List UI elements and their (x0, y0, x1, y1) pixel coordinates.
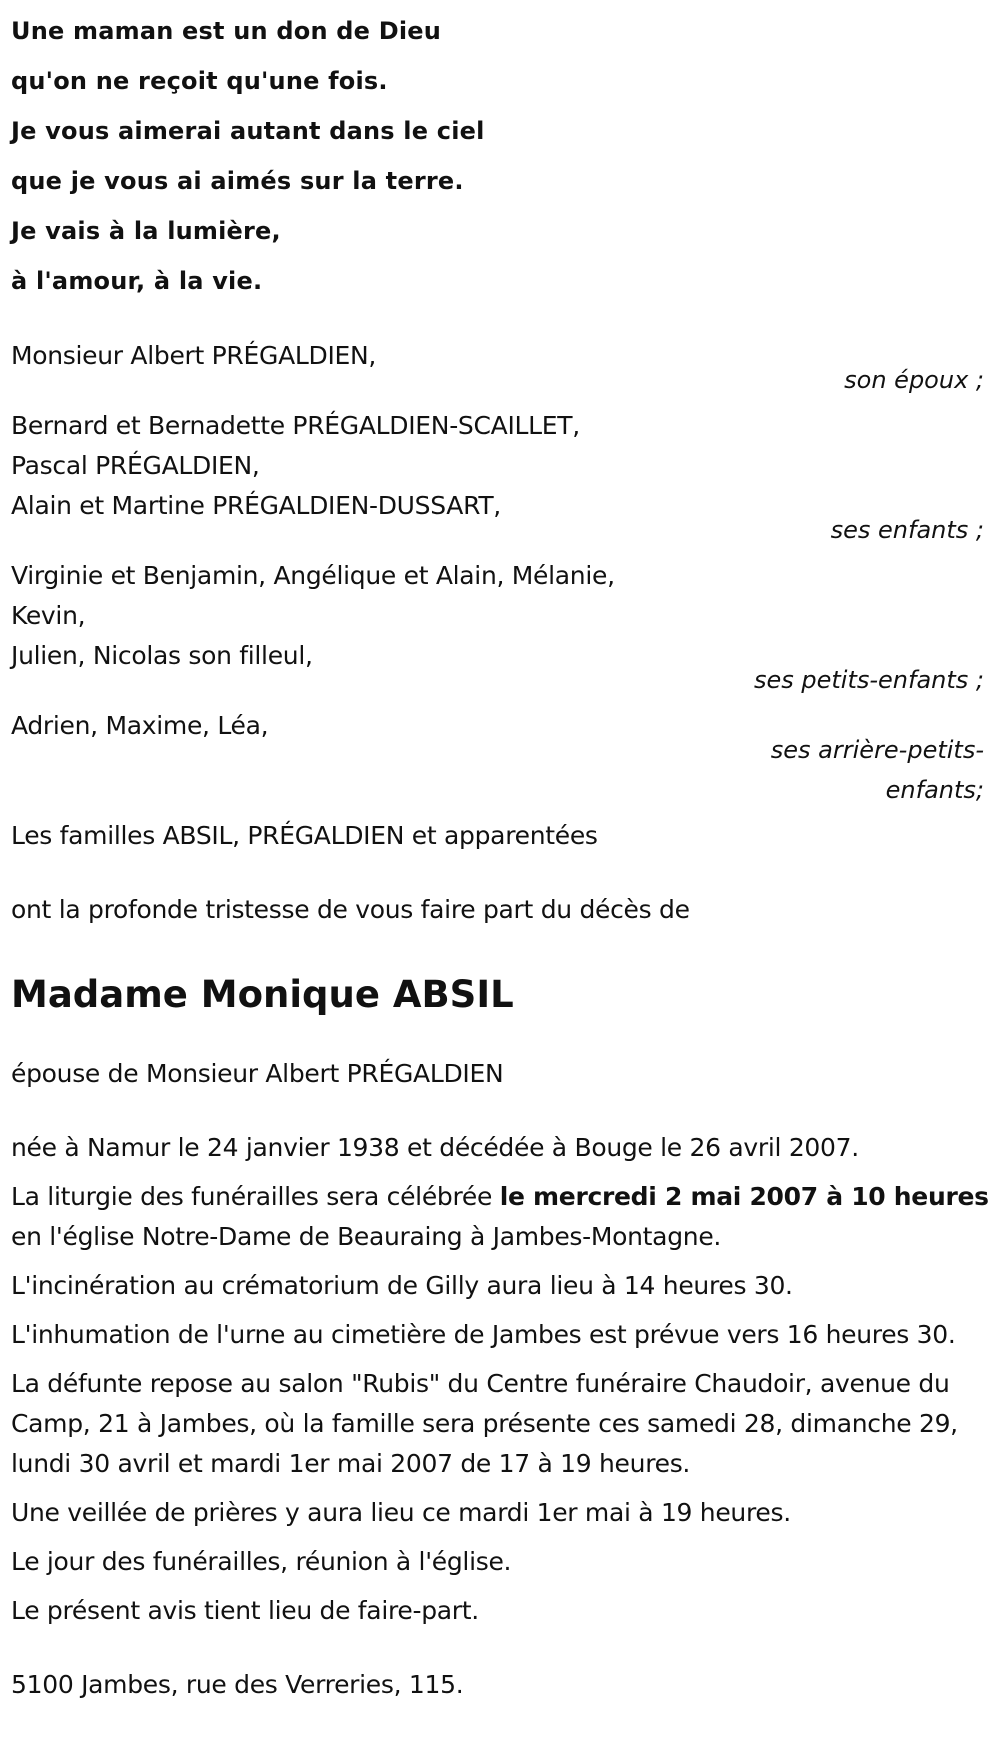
great-grandchild-name: Adrien, Maxime, Léa, (11, 711, 269, 740)
vigil-info: Une veillée de prières y aura lieu ce mardi 1er mai à 19 heures. (11, 1498, 791, 1527)
poem-line: que je vous ai aimés sur la terre. (11, 167, 464, 195)
poem-line: qu'on ne reçoit qu'une fois. (11, 67, 388, 95)
liturgy-post: en l'église Notre-Dame de Beauraing à Jambes-Montagne. (11, 1222, 722, 1251)
child-name: Pascal PRÉGALDIEN, (11, 451, 260, 480)
grandchildren-role: ses petits-enfants ; (753, 666, 984, 694)
burial-info: L'inhumation de l'urne au cimetière de Jambes est prévue vers 16 heures 30. (11, 1320, 956, 1349)
family-list (11, 336, 990, 856)
poem-line: Je vais à la lumière, (11, 217, 281, 245)
children-group (11, 406, 990, 550)
great-grandchildren-role: ses arrière-petits-enfants; (770, 736, 984, 804)
viewing-info: La défunte repose au salon "Rubis" du Centre funéraire Chaudoir, avenue du Camp, 21 à Jambes, où la famille sera présente ces samedi 28, dimanche 29, lundi 30 avril et mardi 1er mai 2007 de 17 à 19 heures. (11, 1369, 958, 1478)
liturgy-pre: La liturgie des funérailles sera célébrée (11, 1182, 500, 1211)
great-grandchildren-group (11, 706, 990, 810)
grandchild-name: Julien, Nicolas son filleul, (11, 641, 313, 670)
children-role: ses enfants ; (830, 516, 984, 544)
deceased-relation: épouse de Monsieur Albert PRÉGALDIEN (11, 1059, 504, 1088)
poem-line: Je vous aimerai autant dans le ciel (11, 117, 485, 145)
grandchild-name: Kevin, (11, 601, 86, 630)
liturgy-date: le mercredi 2 mai 2007 à 10 heures (499, 1182, 989, 1211)
liturgy-info (11, 1177, 990, 1257)
spouse-role: son époux ; (844, 366, 984, 394)
child-name: Bernard et Bernadette PRÉGALDIEN-SCAILLET, (11, 411, 580, 440)
birth-death-info: née à Namur le 24 janvier 1938 et décédée à Bouge le 26 avril 2007. (11, 1133, 859, 1162)
deceased-name: Madame Monique ABSIL (11, 973, 514, 1016)
address: 5100 Jambes, rue des Verreries, 115. (11, 1670, 464, 1699)
poem (11, 6, 990, 306)
poem-line: Une maman est un don de Dieu (11, 17, 442, 45)
grandchildren-group (11, 556, 990, 700)
spouse-group (11, 336, 990, 400)
meeting-info: Le jour des funérailles, réunion à l'église. (11, 1547, 512, 1576)
notice-info: Le présent avis tient lieu de faire-part. (11, 1596, 479, 1625)
spouse-name: Monsieur Albert PRÉGALDIEN, (11, 341, 377, 370)
families-line: Les familles ABSIL, PRÉGALDIEN et apparentées (11, 821, 598, 850)
poem-line: à l'amour, à la vie. (11, 267, 263, 295)
grandchild-name: Virginie et Benjamin, Angélique et Alain, Mélanie, (11, 561, 615, 590)
announcement: ont la profonde tristesse de vous faire part du décès de (11, 895, 690, 924)
child-name: Alain et Martine PRÉGALDIEN-DUSSART, (11, 491, 501, 520)
cremation-info: L'incinération au crématorium de Gilly aura lieu à 14 heures 30. (11, 1271, 793, 1300)
